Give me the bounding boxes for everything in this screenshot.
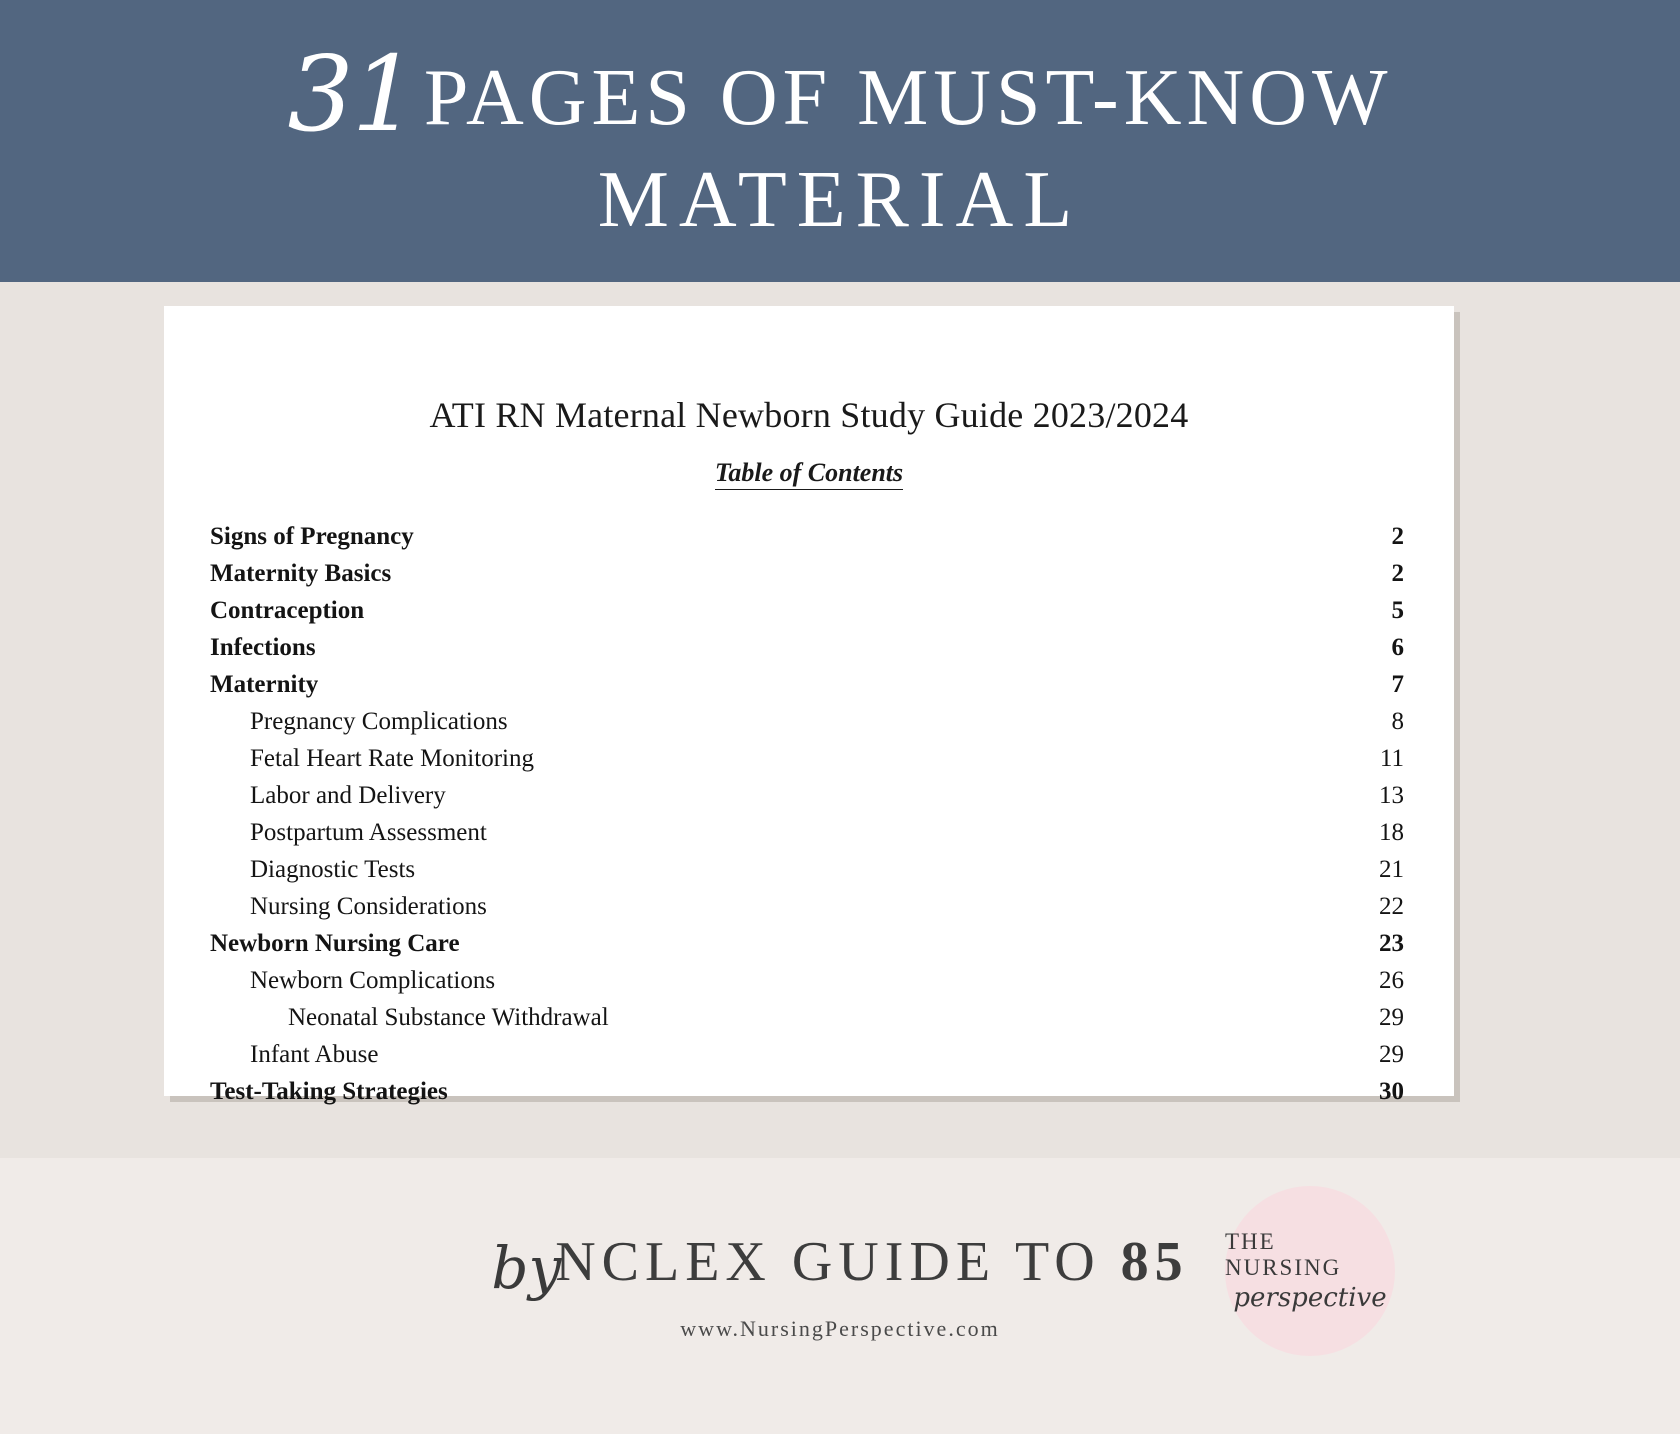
- document-subtitle: [210, 458, 1408, 488]
- toc-entry-page: 29: [1379, 1041, 1404, 1068]
- toc-entry-page: 30: [1379, 1078, 1404, 1105]
- toc-entry-page: 29: [1379, 1004, 1404, 1031]
- toc-entry: [210, 925, 1408, 962]
- document-preview-card: [164, 306, 1454, 1105]
- toc-entry-label: Maternity Basics: [210, 560, 392, 587]
- toc-entry-label: Fetal Heart Rate Monitoring: [250, 745, 534, 772]
- header-line-one: [287, 33, 1393, 155]
- toc-entry-label: Test-Taking Strategies: [210, 1078, 448, 1105]
- toc-entry-page: 11: [1379, 745, 1404, 772]
- toc-entry-label: Infant Abuse: [250, 1041, 379, 1068]
- toc-entry-page: 23: [1379, 930, 1404, 957]
- toc-entry: [210, 999, 1408, 1036]
- toc-entry-label: Neonatal Substance Withdrawal: [288, 1004, 609, 1031]
- toc-entry-page: 6: [1391, 634, 1404, 661]
- toc-entry: [210, 518, 1408, 555]
- toc-entry-page: 2: [1391, 560, 1404, 587]
- toc-entry-label: Contraception: [210, 597, 365, 624]
- toc-entry-page: 22: [1379, 893, 1404, 920]
- toc-entry-label: Newborn Nursing Care: [210, 930, 460, 957]
- footer-by-text: by: [491, 1234, 562, 1302]
- footer-website-url: www.NursingPerspective.com: [680, 1316, 1000, 1341]
- toc-entry: [210, 777, 1408, 814]
- page-count-number: 31: [287, 33, 416, 155]
- toc-entry-page: 26: [1379, 967, 1404, 994]
- toc-entry: [210, 962, 1408, 999]
- header-banner-text: [287, 33, 1393, 244]
- brand-logo-line-two: perspective: [1233, 1283, 1387, 1313]
- toc-entry-label: Newborn Complications: [250, 967, 496, 994]
- toc-entry-label: Signs of Pregnancy: [210, 523, 414, 550]
- toc-entry-page: 21: [1379, 856, 1404, 883]
- toc-entry: [210, 703, 1408, 740]
- toc-entry: [210, 1073, 1408, 1110]
- header-headline-part-one: PAGES OF MUST-KNOW: [423, 54, 1393, 142]
- toc-entry: [210, 888, 1408, 925]
- document-title: ATI RN Maternal Newborn Study Guide 2023/2024: [429, 395, 1189, 435]
- toc-entry: [210, 555, 1408, 592]
- toc-entry-label: Maternity: [210, 671, 319, 698]
- toc-entry-page: 2: [1391, 523, 1404, 550]
- footer-bar: [0, 1158, 1680, 1434]
- toc-entry-label: Pregnancy Complications: [250, 708, 508, 735]
- toc-entry: [210, 629, 1408, 666]
- toc-entry: [210, 814, 1408, 851]
- footer-brand-number: 85: [1120, 1231, 1189, 1293]
- header-banner: [0, 0, 1680, 282]
- toc-entry-page: 13: [1379, 782, 1404, 809]
- toc-entry: [210, 851, 1408, 888]
- toc-entry-label: Nursing Considerations: [250, 893, 487, 920]
- footer-brand-prefix: NCLEX GUIDE TO: [555, 1231, 1121, 1293]
- toc-entry-page: 18: [1379, 819, 1404, 846]
- toc-entry: [210, 740, 1408, 777]
- toc-entry-page: 8: [1391, 708, 1404, 735]
- toc-entry-label: Infections: [210, 634, 316, 661]
- footer-brand-line: [0, 1230, 1680, 1302]
- footer-brand-text: [555, 1231, 1188, 1293]
- toc-entry: [210, 592, 1408, 629]
- toc-entry: [210, 666, 1408, 703]
- table-of-contents: [210, 518, 1408, 1110]
- toc-entry-page: 5: [1391, 597, 1404, 624]
- toc-entry-label: Postpartum Assessment: [250, 819, 487, 846]
- document-subtitle-text: Table of Contents: [715, 458, 903, 490]
- brand-logo-line-one: THE NURSING: [1225, 1229, 1342, 1280]
- toc-entry-label: Diagnostic Tests: [250, 856, 416, 883]
- toc-entry: [210, 1036, 1408, 1073]
- toc-entry-label: Labor and Delivery: [250, 782, 446, 809]
- header-headline-part-two: MATERIAL: [597, 156, 1083, 244]
- brand-logo: [1225, 1186, 1395, 1356]
- toc-entry-page: 7: [1391, 671, 1404, 698]
